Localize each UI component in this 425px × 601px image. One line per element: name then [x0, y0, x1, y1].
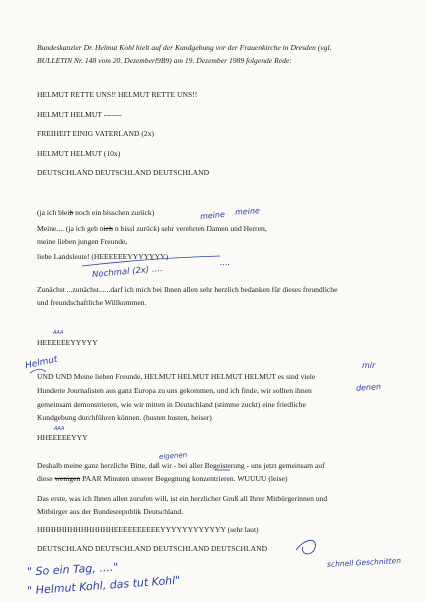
speech-thanks-1: Zunächst ...zunächst......darf ich mich bei Ihnen allen sehr herzlich bedanken für dieses freundliche: [37, 285, 338, 294]
ink-loop-final: [296, 540, 315, 554]
handwritten-bottom-1: " So ein Tag, ....": [26, 560, 119, 579]
handwritten-nochmal: Nochmal (2x) ....: [91, 263, 164, 281]
speech-para-1-line-1: UND UND Meine lieben Freunde, HELMUT HELMUT HELMUT HELMUT es sind viele: [37, 372, 316, 381]
speech-thanks-2: und freundschaftliche Willkommen.: [37, 298, 147, 307]
speech-greeting-a: Meine.... (ja ich geh nich n bissl zurück) sehr verehrten Damen und Herren,: [37, 224, 267, 233]
handwritten-aaa-2: AAA: [54, 426, 65, 432]
speech-para-1-line-3: gemeinsam demonstrieren, wie wir mitten in Deutschland (stimme zuckt) eine friedliche: [37, 400, 306, 409]
handwritten-bottom-2: " Helmut Kohl, das tut Kohl": [26, 573, 181, 598]
speech-para-3-line-2: Mitbürger aus der Bundesrepublik Deutschland.: [37, 507, 184, 516]
speech-para-2-line-1: Deshalb meine ganz herzliche Bitte, daß wir - bei aller Begeisterung - uns jetzt gemeinsam auf: [37, 461, 325, 470]
chant-line: HELMUT HELMUT (10x): [37, 149, 121, 158]
intro-line-1: Bundeskanzler Dr. Helmut Kohl hielt auf der Kundgebung vor der Frauenkirche in Dresden (vgl.: [37, 43, 332, 52]
speech-hey-3: HHHHHHHHHHHHHHEEEEEEEEEEYYYYYYYYYYYY (sehr laut): [37, 525, 259, 534]
handwritten-eigenen: eigenen: [158, 451, 188, 461]
chant-line: HELMUT HELMUT -------: [37, 110, 122, 119]
speech-para-1-line-2: Hunderte Journalisten aus ganz Europa zu uns gekommen, und ich finde, wir sollten ihnen: [37, 386, 312, 395]
handwritten-helmut: Helmut: [24, 354, 59, 372]
speech-final: DEUTSCHLAND DEUTSCHLAND DEUTSCHLAND DEUTSCHLAND: [37, 544, 268, 553]
chant-line: HELMUT RETTE UNS!! HELMUT RETTE UNS!!: [37, 90, 198, 99]
chant-line: FREIHEIT EINIG VATERLAND (2x): [37, 129, 155, 138]
handwritten-dots: ....: [220, 258, 231, 267]
intro-line-2: BULLETIN Nr. 148 vom 20. Dezemberl9B9) am 19. Dezember 1989 folgende Rede:: [37, 56, 292, 65]
handwritten-aaa-1: AAA: [53, 330, 64, 336]
handwritten-schnell: schnell Geschnitten: [326, 556, 402, 569]
handwritten-meine-2: meine: [234, 206, 261, 217]
speech-para-3-line-1: Das erste, was ich Ihnen allen zurufen will, ist ein herzlicher Gruß all Ihrer Mitbürgerinnen und: [37, 494, 328, 503]
speech-greeting-c: liebe Landsleute! (HEEEEEEYYYYYYY): [37, 252, 169, 261]
chant-line: DEUTSCHLAND DEUTSCHLAND DEUTSCHLAND: [37, 168, 210, 177]
handwritten-meine: meine: [199, 209, 226, 222]
speech-aside-1: (ja ich bleib noch ein bisschen zurück): [37, 208, 155, 217]
handwritten-denen: denen: [355, 382, 382, 393]
speech-para-1-line-4: Kundgebung durchführen können. (husten husten, heiser): [37, 413, 212, 422]
speech-para-2-line-2: diese wenigen PAAR Minuten unserer Begegnung konzentrieren. WUUUU (leise): [37, 474, 288, 483]
speech-greeting-b: meine lieben jungen Freunde,: [37, 237, 128, 246]
handwritten-mir: mir: [362, 361, 376, 370]
speech-hey-2: HHEEEEEYYY: [37, 433, 88, 442]
speech-hey-1: HEEEEEEYYYYY: [37, 338, 98, 347]
